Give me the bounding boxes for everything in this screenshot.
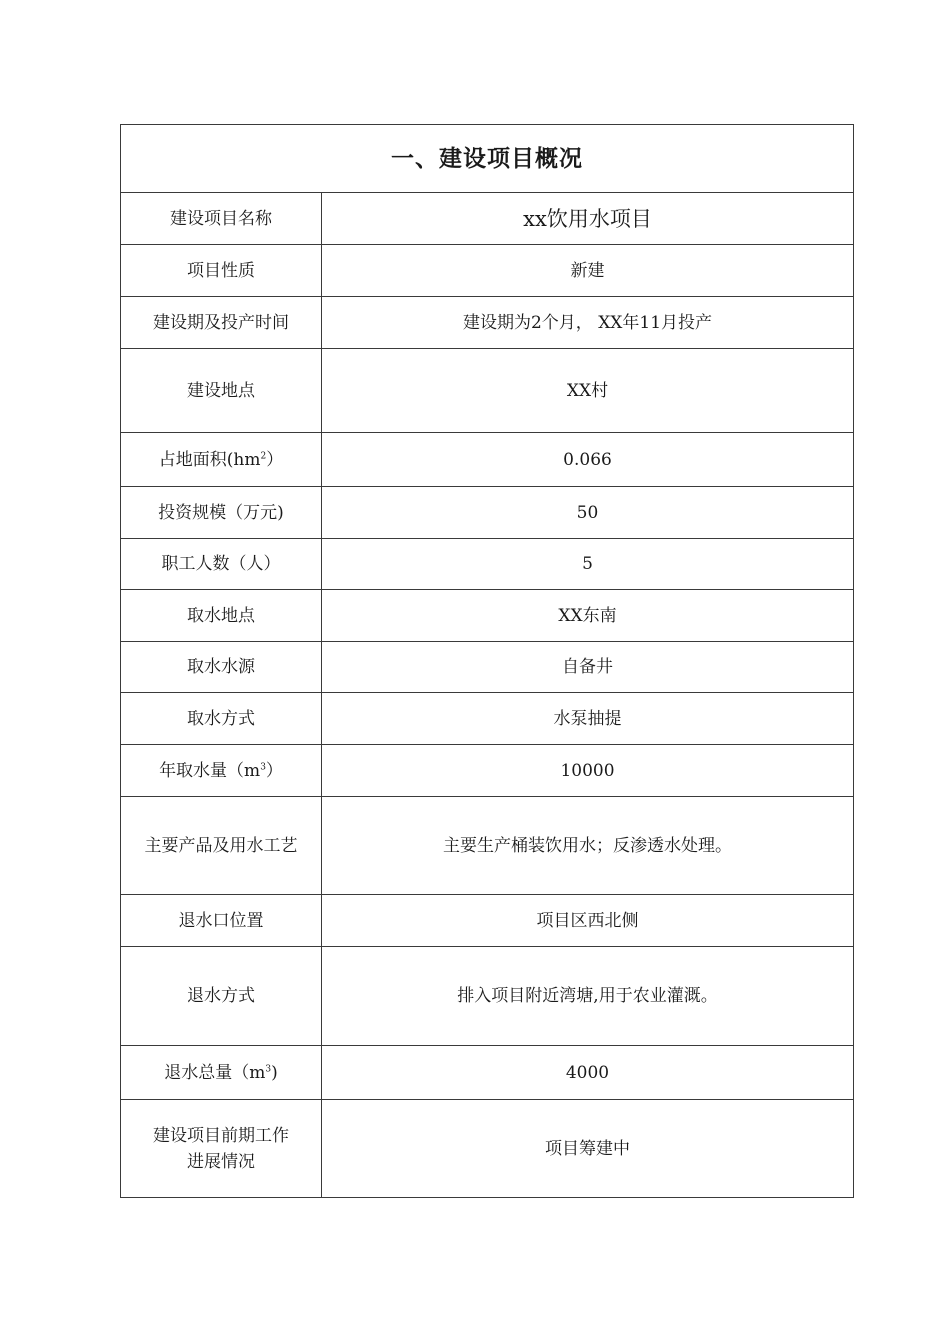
row-label-construction-period: 建设期及投产时间 xyxy=(121,297,322,349)
table-row xyxy=(121,487,854,539)
row-value-investment: 50 xyxy=(322,487,854,539)
superscript: 3 xyxy=(265,1063,272,1074)
row-label-land-area xyxy=(121,433,322,487)
superscript: 3 xyxy=(260,761,266,772)
row-label-discharge-method: 退水方式 xyxy=(121,947,322,1046)
table-row xyxy=(121,193,854,245)
table-row xyxy=(121,590,854,642)
label-text: ) xyxy=(271,1062,278,1083)
row-label-project-nature: 项目性质 xyxy=(121,245,322,297)
project-overview-table xyxy=(120,124,854,1198)
row-value-land-area: 0.066 xyxy=(322,433,854,487)
table-row xyxy=(121,433,854,487)
row-label-discharge-total xyxy=(121,1046,322,1100)
table-row xyxy=(121,539,854,590)
row-value-outlet-position: 项目区西北侧 xyxy=(322,895,854,947)
row-value-intake-location: XX东南 xyxy=(322,590,854,642)
superscript: 2 xyxy=(260,450,267,461)
row-label-project-name: 建设项目名称 xyxy=(121,193,322,245)
row-value-preliminary-progress: 项目筹建中 xyxy=(322,1100,854,1198)
table-row xyxy=(121,745,854,797)
table-row xyxy=(121,245,854,297)
table-row xyxy=(121,1100,854,1198)
table-row xyxy=(121,349,854,433)
row-label-investment: 投资规模（万元) xyxy=(121,487,322,539)
label-text: 年取水量（m xyxy=(159,760,261,781)
row-label-annual-intake xyxy=(121,745,322,797)
row-label-location: 建设地点 xyxy=(121,349,322,433)
row-value-intake-method: 水泵抽提 xyxy=(322,693,854,745)
row-label-intake-location: 取水地点 xyxy=(121,590,322,642)
label-line-1: 建设项目前期工作 xyxy=(153,1125,289,1146)
row-label-staff-count: 职工人数（人） xyxy=(121,539,322,590)
row-value-discharge-total: 4000 xyxy=(322,1046,854,1100)
row-label-outlet-position: 退水口位置 xyxy=(121,895,322,947)
row-label-water-source: 取水水源 xyxy=(121,642,322,693)
title-row xyxy=(121,125,854,193)
table-row xyxy=(121,297,854,349)
row-value-water-source: 自备井 xyxy=(322,642,854,693)
table-row xyxy=(121,642,854,693)
row-value-construction-period: 建设期为2个月， XX年11月投产 xyxy=(322,297,854,349)
row-value-project-nature: 新建 xyxy=(322,245,854,297)
row-value-products-process: 主要生产桶装饮用水；反渗透水处理。 xyxy=(322,797,854,895)
table-row xyxy=(121,895,854,947)
label-text: 退水总量（m xyxy=(164,1062,266,1083)
label-text: ） xyxy=(265,760,283,781)
table-row xyxy=(121,947,854,1046)
row-label-intake-method: 取水方式 xyxy=(121,693,322,745)
label-line-2: 进展情况 xyxy=(187,1151,255,1172)
label-text: 占地面积(hm xyxy=(158,449,261,470)
table-title: 一、建设项目概况 xyxy=(121,125,854,193)
row-value-staff-count: 5 xyxy=(322,539,854,590)
row-value-annual-intake: 10000 xyxy=(322,745,854,797)
row-value-project-name: xx饮用水项目 xyxy=(322,193,854,245)
table-row xyxy=(121,1046,854,1100)
row-label-products-process: 主要产品及用水工艺 xyxy=(121,797,322,895)
table-row xyxy=(121,693,854,745)
row-value-location: XX村 xyxy=(322,349,854,433)
label-text: ） xyxy=(266,449,284,470)
row-value-discharge-method: 排入项目附近湾塘,用于农业灌溉。 xyxy=(322,947,854,1046)
row-label-preliminary-progress xyxy=(121,1100,322,1198)
table-row xyxy=(121,797,854,895)
